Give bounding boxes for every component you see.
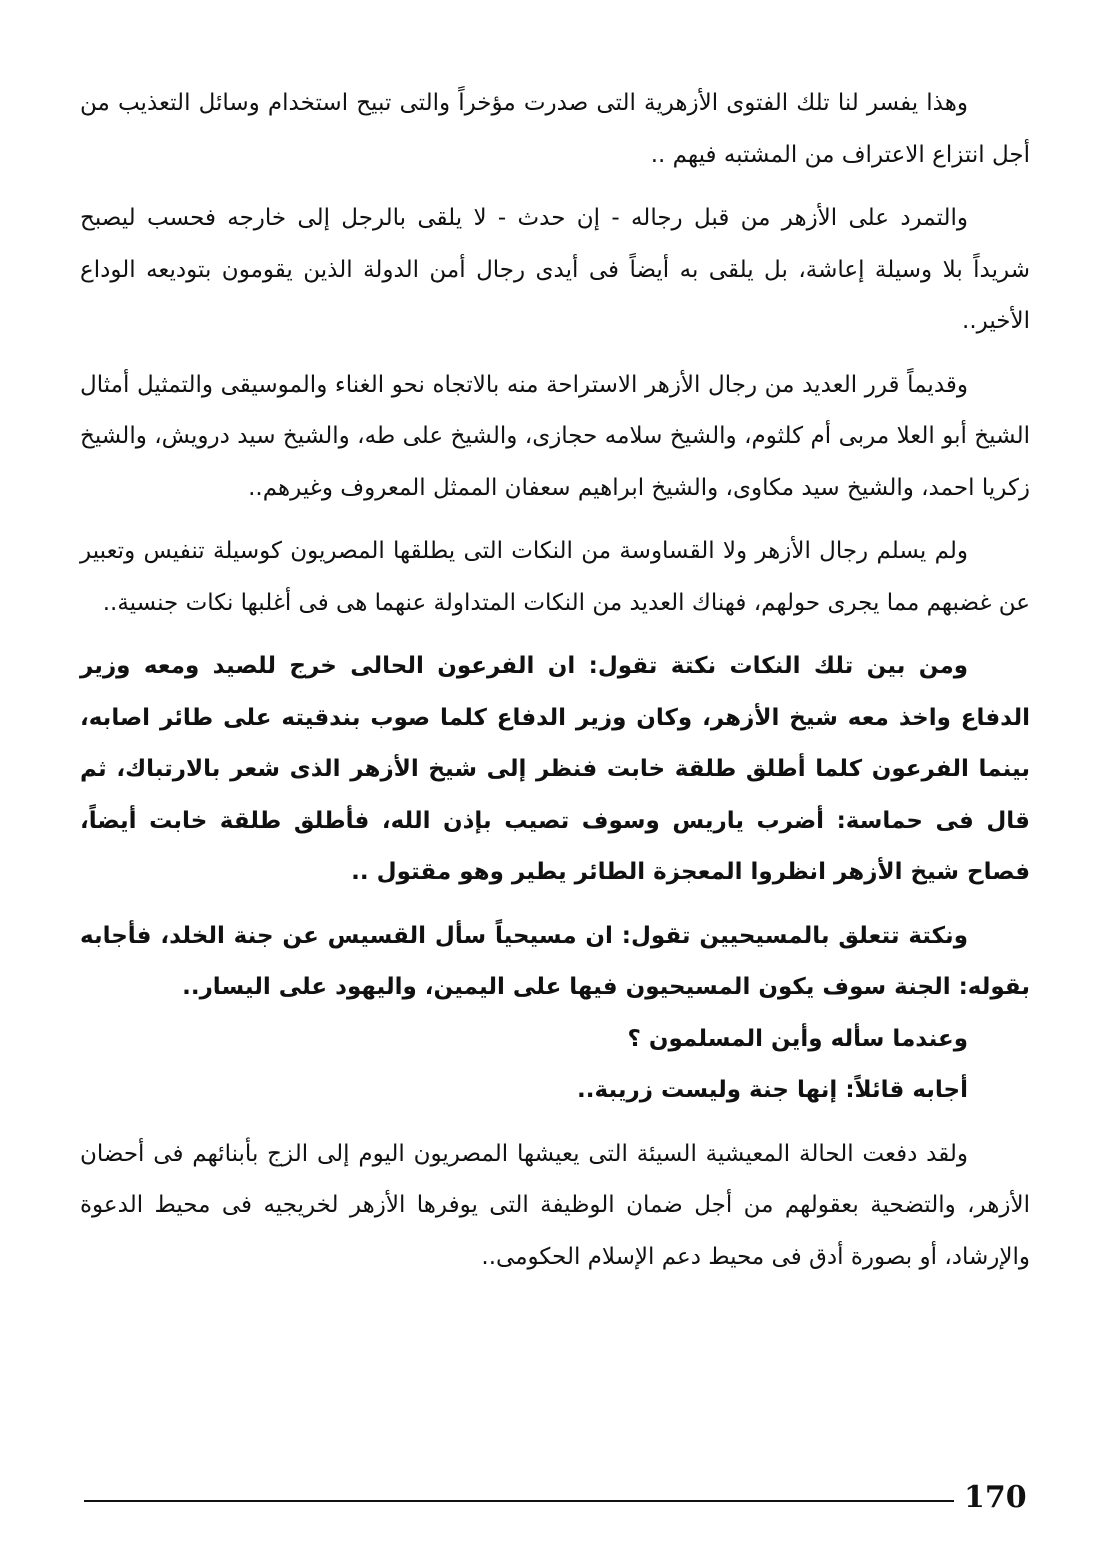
paragraph-joke-christians: ونكتة تتعلق بالمسيحيين تقول: ان مسيحياً سأل القسيس عن جنة الخلد، فأجابه بقوله: الجنة سوف يكون المسيحيون فيها على اليمين، واليهود على اليسار.. — [80, 922, 1030, 1000]
paragraph-living-conditions: ولقد دفعت الحالة المعيشية السيئة التى يعيشها المصريون اليوم إلى الزج بأبنائهم فى أحضان الأزهر، والتضحية بعقولهم من أجل ضمان الوظيفة التى يوفرها الأزهر لخريجيه فى محيط الدعوة والإرشاد، أو بصورة أدق فى محيط دعم الإسلام الحكومى.. — [80, 1140, 1030, 1270]
footer-rule — [84, 1500, 954, 1502]
page-footer — [84, 1478, 1034, 1518]
paragraph-rebellion: والتمرد على الأزهر من قبل رجاله - إن حدث - لا يلقى بالرجل إلى خارجه فحسب ليصبح شريداً بلا وسيلة إعاشة، بل يلقى به أيضاً فى أيدى رجال أمن الدولة الذين يقومون بتوديعه الوداع الأخير.. — [80, 205, 1030, 334]
paragraph-joke-pharaoh: ومن بين تلك النكات نكتة تقول: ان الفرعون الحالى خرج للصيد ومعه وزير الدفاع واخذ معه شيخ الأزهر، وكان وزير الدفاع كلما صوب بندقيته على طائر اصابه، بينما الفرعون كلما أطلق طلقة خابت فنظر إلى شيخ الأزهر الذى شعر بالارتباك، ثم قال فى حماسة: أضرب ياريس وسوف تصيب بإذن الله، فأطلق طلقة خابت أيضاً، فصاح شيخ الأزهر انظروا المعجزة الطائر يطير وهو مقتول .. — [80, 653, 1030, 885]
body-text — [80, 78, 1030, 1295]
page-number: 170 — [964, 1480, 1027, 1515]
paragraph-joke-answer: أجابه قائلاً: إنها جنة وليست زريبة.. — [577, 1077, 968, 1103]
paragraph-fatwa-torture: وهذا يفسر لنا تلك الفتوى الأزهرية التى صدرت مؤخراً والتى تبيح استخدام وسائل التعذيب من أجل انتزاع الاعتراف من المشتبه فيهم .. — [80, 90, 1030, 168]
paragraph-jokes-intro: ولم يسلم رجال الأزهر ولا القساوسة من النكات التى يطلقها المصريون كوسيلة تنفيس وتعبير عن غضبهم مما يجرى حولهم، فهناك العديد من النكات المتداولة عنهما هى فى أغلبها نكات جنسية.. — [80, 538, 1030, 616]
paragraph-joke-question: وعندما سأله وأين المسلمون ؟ — [627, 1025, 968, 1052]
paragraph-azhar-artists: وقديماً قرر العديد من رجال الأزهر الاستراحة منه بالاتجاه نحو الغناء والموسيقى والتمثيل أمثال الشيخ أبو العلا مربى أم كلثوم، والشيخ سلامه حجازى، والشيخ على طه، والشيخ سيد درويش، والشيخ زكريا احمد، والشيخ سيد مكاوى، والشيخ ابراهيم سعفان الممثل المعروف وغيرهم.. — [80, 371, 1030, 501]
